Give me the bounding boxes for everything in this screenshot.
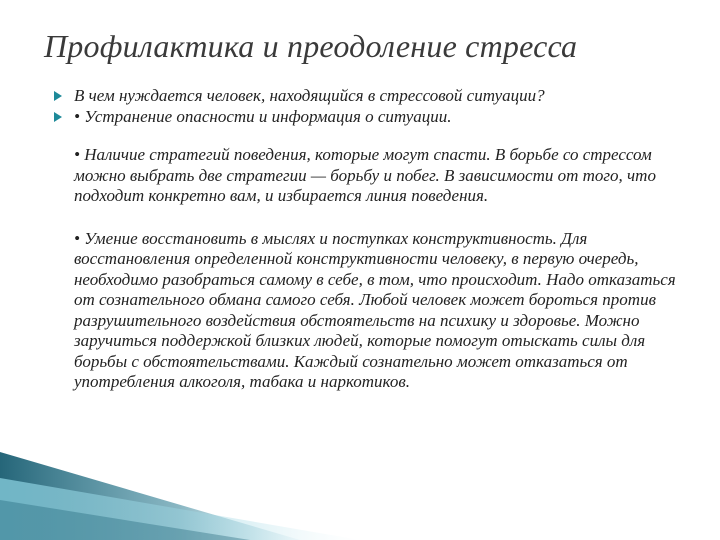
triangle-bullet-icon (54, 91, 62, 101)
bullet-text: • Устранение опасности и информация о ситуации. (74, 106, 452, 126)
slide-content (50, 86, 690, 393)
bullet-text: В чем нуждается человек, находящийся в стрессовой ситуации? (74, 86, 545, 105)
triangle-bullet-icon (54, 112, 62, 122)
paragraph-constructiveness: • Умение восстановить в мыслях и поступках конструктивность. Для восстановления определенной конструктивности человеку, в первую очередь, необходимо разобраться самому в себе, в том, что происходит. Надо отказаться от сознательного обмана самого себя. Любой человек может бороться против разрушительного воздействия обстоятельств на психику и здоровье. Можно заручиться поддержкой близких людей, которые помогут отыскать силы для борьбы с обстоятельствами. Каждый сознательно может отказаться от употребления алкоголя, табака и наркотиков. (74, 228, 676, 391)
decor-wedge-light (0, 478, 360, 540)
bullet-item (50, 107, 690, 128)
paragraph-strategies: • Наличие стратегий поведения, которые могут спасти. В борьбе со стрессом можно выбрать две стратегии — борьбу и побег. В зависимости от того, что подходит конкретно вам, и избирается линия поведения. (74, 145, 656, 205)
slide-title: Профилактика и преодоление стресса (44, 28, 578, 64)
decor-wedge-dark (0, 452, 300, 540)
decor-stripe (0, 500, 250, 540)
bullet-item (50, 86, 690, 107)
